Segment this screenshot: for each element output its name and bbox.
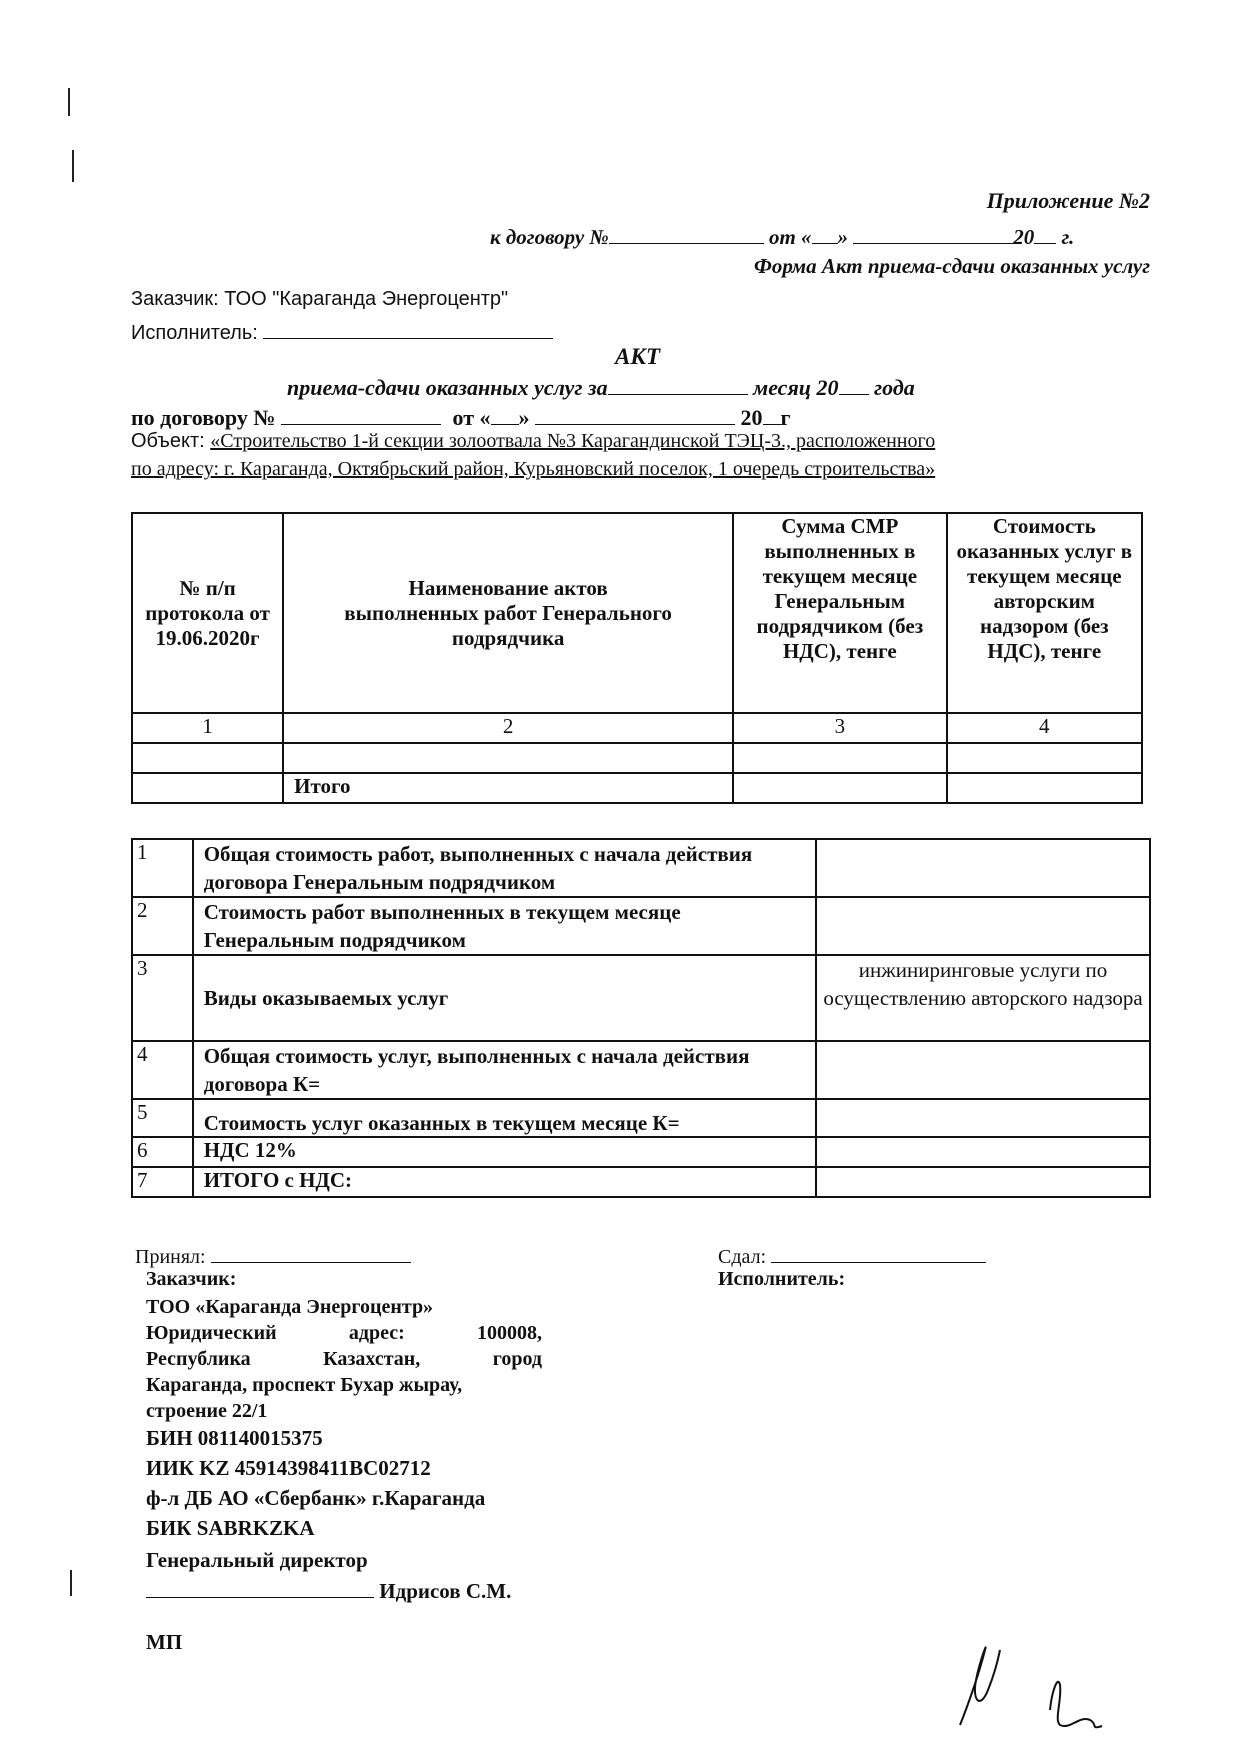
act-subtitle-month: месяц 20 — [753, 375, 839, 400]
row-value[interactable] — [816, 897, 1150, 955]
contract-day-blank — [812, 221, 838, 244]
summary-row — [132, 955, 1150, 1041]
customer-line: Заказчик: ТОО "Караганда Энергоцентр" — [131, 288, 509, 310]
address-line-3: Караганда, проспект Бухар жырау, — [146, 1374, 463, 1396]
row-number: 4 — [132, 1041, 193, 1099]
accepted-signature-blank[interactable] — [211, 1240, 411, 1263]
object-label: Объект: — [131, 430, 205, 452]
bin: БИН 081140015375 — [146, 1426, 323, 1450]
header-cell-number: № п/п протокола от 19.06.2020г — [132, 513, 283, 713]
row-value[interactable] — [816, 1099, 1150, 1137]
act-title: АКТ — [615, 344, 660, 369]
row-value[interactable] — [816, 1137, 1150, 1167]
contract-reference — [490, 221, 1150, 250]
object-text-1: «Строительство 1-й секции золоотвала №3 Карагандинской ТЭЦ-3., расположенного — [210, 430, 936, 452]
total-row — [132, 773, 1142, 803]
form-title: Форма Акт приема-сдачи оказанных услуг — [753, 254, 1150, 278]
scan-mark — [68, 88, 70, 116]
row-number: 1 — [132, 839, 193, 897]
summary-row — [132, 1041, 1150, 1099]
iik: ИИК KZ 45914398411BC02712 — [146, 1456, 431, 1480]
address-part: адрес: — [348, 1322, 405, 1344]
column-number-2: 2 — [283, 713, 733, 743]
act-contract-year-suffix: г — [780, 405, 791, 430]
address-part: Казахстан, — [323, 1348, 421, 1370]
contractor-label: Исполнитель: — [131, 322, 258, 344]
summary-table — [131, 838, 1151, 1198]
address-line-4: строение 22/1 — [146, 1400, 268, 1422]
stamp-label: МП — [146, 1630, 183, 1654]
contractor-line — [131, 316, 553, 345]
address-part: Республика — [146, 1348, 251, 1370]
row-label: Виды оказываемых услуг — [193, 955, 816, 1041]
accepted-line — [135, 1240, 411, 1269]
contract-quote-close: » — [837, 225, 849, 249]
table-row — [132, 743, 1142, 773]
contract-year-suffix: г. — [1061, 225, 1075, 249]
scan-mark — [72, 150, 74, 182]
column-number-3: 3 — [733, 713, 947, 743]
total-smr-cell[interactable] — [733, 773, 947, 803]
header-cell-service-cost: Стоимость оказанных услуг в текущем месяце авторским надзором (без НДС), тенге — [947, 513, 1142, 713]
empty-cell[interactable] — [947, 743, 1142, 773]
object-line-2: по адресу: г. Караганда, Октябрьский район, Курьяновский поселок, 1 очередь строительства» — [131, 458, 936, 480]
summary-row — [132, 1137, 1150, 1167]
act-contract-prefix: по договору № — [131, 405, 276, 430]
empty-cell[interactable] — [733, 743, 947, 773]
row-value[interactable] — [816, 839, 1150, 897]
row-value[interactable]: инжиниринговые услуги по осуществлению авторского надзора — [816, 955, 1150, 1041]
act-contract-year-blank — [763, 402, 781, 425]
acts-table — [131, 512, 1143, 804]
row-label: Стоимость услуг оказанных в текущем месяце К= — [193, 1099, 816, 1137]
contractor-blank — [263, 316, 553, 339]
summary-row — [132, 1099, 1150, 1137]
contract-number-blank — [609, 221, 764, 244]
director-signature-line — [146, 1575, 511, 1604]
director-title: Генеральный директор — [146, 1548, 368, 1572]
header-cell-acts: Наименование актов выполненных работ Генерального подрядчика — [283, 513, 733, 713]
act-contract-year: 20 — [740, 405, 763, 430]
bank: ф-л ДБ АО «Сбербанк» г.Караганда — [146, 1486, 486, 1510]
row-label: ИТОГО с НДС: — [193, 1167, 816, 1197]
handed-line — [718, 1240, 986, 1269]
act-contract-from: от « — [452, 405, 491, 430]
column-number-1: 1 — [132, 713, 283, 743]
appendix-title: Приложение №2 — [986, 188, 1150, 213]
row-number: 2 — [132, 897, 193, 955]
act-contract-line — [131, 402, 1031, 431]
row-label: Общая стоимость услуг, выполненных с начала действия договора К= — [193, 1041, 816, 1099]
empty-cell[interactable] — [132, 743, 283, 773]
director-signature-blank[interactable] — [146, 1575, 374, 1598]
scan-mark — [70, 1570, 72, 1596]
customer-heading: Заказчик: — [146, 1268, 237, 1290]
act-contract-quote-close: » — [518, 405, 530, 430]
column-number-4: 4 — [947, 713, 1142, 743]
row-number: 3 — [132, 955, 193, 1041]
act-contract-number-blank — [281, 402, 441, 425]
header-cell-smr-sum: Сумма СМР выполненных в текущем месяце Генеральным подрядчиком (без НДС), тенге — [733, 513, 947, 713]
address-part: город — [492, 1348, 542, 1370]
row-number: 5 — [132, 1099, 193, 1137]
address-line-2 — [146, 1348, 542, 1371]
row-label: Стоимость работ выполненных в текущем месяце Генеральным подрядчиком — [193, 897, 816, 955]
address-part: Юридический — [146, 1322, 277, 1344]
empty-cell — [132, 773, 283, 803]
act-contract-day-blank — [491, 402, 519, 425]
address-part: 100008, — [477, 1322, 542, 1344]
handed-signature-blank[interactable] — [771, 1240, 986, 1263]
summary-row — [132, 1167, 1150, 1197]
handwritten-initials — [940, 1630, 1120, 1750]
act-subtitle-prefix: приема-сдачи оказанных услуг за — [287, 375, 608, 400]
total-label: Итого — [283, 773, 733, 803]
empty-cell[interactable] — [283, 743, 733, 773]
bik: БИК SABRKZKA — [146, 1516, 315, 1540]
contract-month-blank — [853, 221, 1013, 244]
accepted-label: Принял: — [135, 1246, 206, 1268]
row-value[interactable] — [816, 1041, 1150, 1099]
contractor-heading: Исполнитель: — [718, 1268, 846, 1290]
director-name: Идрисов С.М. — [379, 1579, 512, 1603]
customer-name: ТОО «Караганда Энергоцентр» — [146, 1296, 434, 1318]
address-line-1 — [146, 1322, 542, 1345]
summary-row — [132, 897, 1150, 955]
act-subtitle — [287, 372, 1047, 401]
act-month-blank — [608, 372, 748, 395]
object-line-1 — [131, 430, 935, 453]
summary-row — [132, 839, 1150, 897]
row-label: Общая стоимость работ, выполненных с начала действия договора Генеральным подрядчиком — [193, 839, 816, 897]
row-value[interactable] — [816, 1167, 1150, 1197]
act-year-blank — [839, 372, 869, 395]
total-service-cell[interactable] — [947, 773, 1142, 803]
row-label: НДС 12% — [193, 1137, 816, 1167]
row-number: 7 — [132, 1167, 193, 1197]
act-contract-month-blank — [535, 402, 735, 425]
act-subtitle-year: года — [874, 375, 915, 400]
contract-prefix: к договору № — [490, 225, 609, 249]
contract-year-prefix: 20 — [1013, 225, 1035, 249]
handed-label: Сдал: — [718, 1246, 767, 1268]
contract-year-blank — [1034, 221, 1056, 244]
row-number: 6 — [132, 1137, 193, 1167]
contract-from: от « — [768, 225, 812, 249]
